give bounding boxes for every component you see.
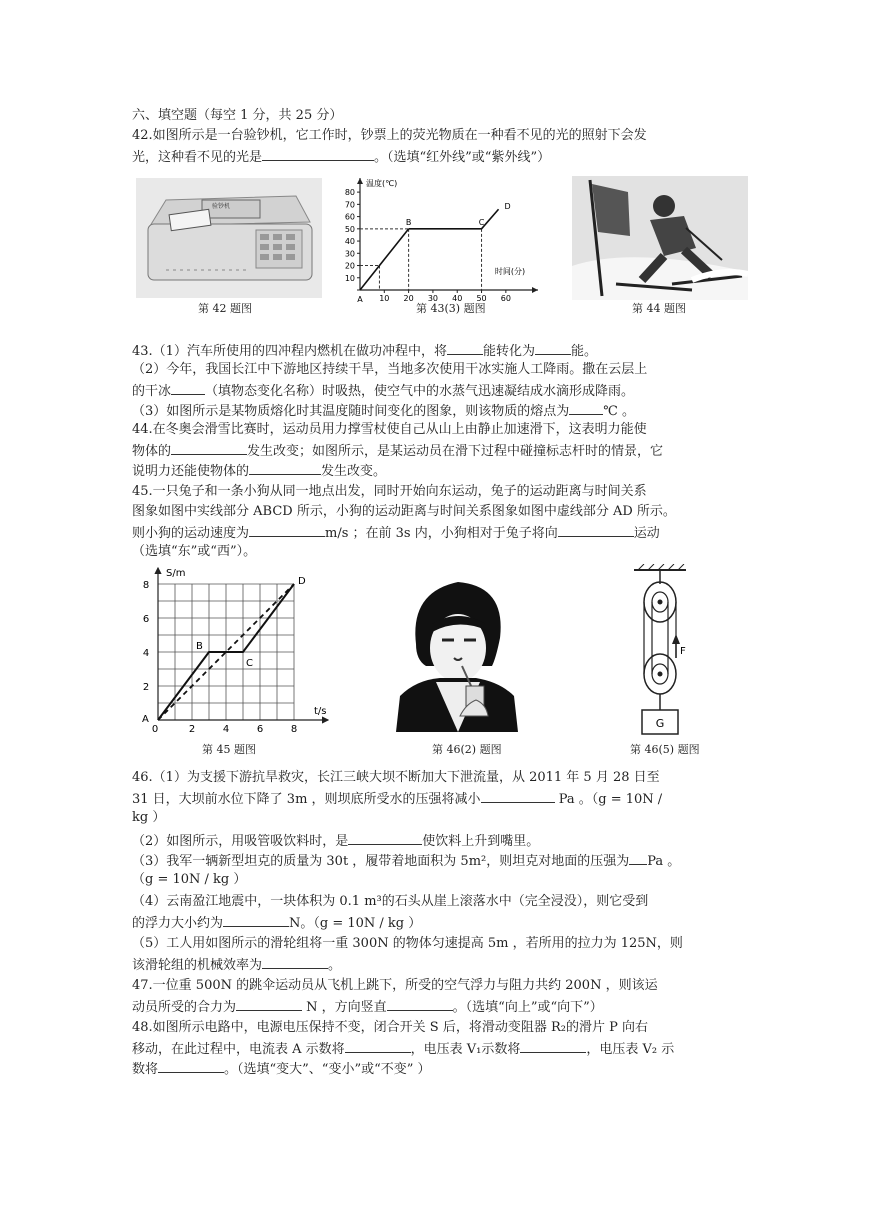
- q48-blank-3[interactable]: [158, 1058, 224, 1073]
- graph45-ytick: 6: [142, 614, 150, 625]
- q48-line1: 48.如图所示电路中，电源电压保持不变，闭合开关 S 后，将滑动变阻器 R₂的滑片 P 向右: [132, 1020, 648, 1035]
- graph45-xtick: 6: [256, 724, 264, 735]
- pulley-force-label: F: [680, 646, 686, 657]
- q43-blank-4[interactable]: [569, 400, 603, 415]
- graph45-xtick: 0: [151, 724, 159, 735]
- q44-line1: 44.在冬奥会滑雪比赛时，运动员用力撑雪杖使自己从山上由静止加速滑下，这表明力能使: [132, 422, 647, 437]
- section-title: 六、填空题（每空 1 分，共 25 分）: [132, 108, 343, 123]
- q43-blank-1[interactable]: [447, 340, 483, 355]
- q46-text-b: Pa 。（g = 10N /: [558, 792, 663, 807]
- q47-blank-1[interactable]: [236, 996, 302, 1011]
- q46-line2: [132, 788, 662, 810]
- graph45-label-d: D: [298, 576, 306, 587]
- q43-line1: [132, 340, 597, 362]
- q44-text-d: 发生改变。: [321, 464, 387, 479]
- q46-line5: [132, 850, 680, 872]
- pulley-weight-label: G: [655, 717, 665, 730]
- chart43-y-tick-label: 30: [344, 249, 355, 259]
- figure-43-melting-chart: [338, 174, 548, 302]
- q44-line2: [132, 440, 663, 462]
- graph45-ytick: 2: [142, 682, 150, 693]
- graph45-label-a: A: [142, 714, 149, 725]
- q45-blank-1[interactable]: [249, 522, 325, 537]
- graph45-xtick: 8: [290, 724, 298, 735]
- q47-line2: [132, 996, 603, 1018]
- chart43-series-segment: [360, 229, 409, 290]
- q44-blank-1[interactable]: [171, 440, 247, 455]
- q43-text-e: （填物态变化名称）时吸热，使空气中的水蒸气迅速凝结成水滴形成降雨。: [205, 384, 635, 399]
- chart43-x-tick-label: 10: [379, 294, 390, 302]
- chart43-point-label: A: [357, 295, 363, 302]
- q47-blank-2[interactable]: [387, 996, 453, 1011]
- q43-line2: （2）今年，我国长江中下游地区持续干旱，当地多次使用干冰实施人工降雨。撒在云层上: [132, 362, 648, 377]
- chart43-x-arrow: [532, 287, 538, 293]
- graph45-label-b: B: [196, 641, 203, 652]
- chart43-y-tick-label: 40: [344, 237, 355, 247]
- q46-blank-1[interactable]: [481, 788, 555, 803]
- q44-text-a: 物体的: [132, 444, 172, 459]
- graph45-xtick: 2: [188, 724, 196, 735]
- caption-44: 第 44 题图: [632, 302, 686, 315]
- q43-blank-3[interactable]: [171, 380, 205, 395]
- q48-text-b: ，电压表 V₁示数将: [410, 1042, 521, 1057]
- q46-text-a: 31 日，大坝前水位下降了 3m ，则坝底所受水的压强将减小: [132, 792, 481, 807]
- figure-42-machine: [136, 178, 322, 298]
- q46-line4: [132, 830, 539, 852]
- q45-text-c: 运动: [633, 526, 660, 541]
- q46-line7: （4）云南盈江地震中，一块体积为 0.1 m³的石头从崖上滚落水中（完全浸没），则它受到: [132, 894, 649, 909]
- chart43-ylabel: 温度(℃): [366, 179, 398, 188]
- q48-text-d: 数将: [132, 1062, 159, 1077]
- chart43-x-tick-label: 30: [427, 294, 439, 302]
- q43-text-c: 能。: [570, 344, 597, 359]
- graph45-ytick: 4: [142, 648, 150, 659]
- q45-blank-2[interactable]: [558, 522, 634, 537]
- q43-text-f: （3）如图所示是某物质熔化时其温度随时间变化的图象，则该物质的熔点为: [132, 404, 570, 419]
- q48-blank-2[interactable]: [520, 1038, 586, 1053]
- q46-line10: [132, 954, 341, 976]
- q46-line6: （g = 10N / kg ）: [132, 872, 247, 887]
- chart43-y-tick-label: 50: [344, 224, 355, 234]
- q46-blank-4[interactable]: [223, 912, 289, 927]
- graph45-ylabel: S/m: [166, 568, 186, 579]
- q46-text-j: 。: [328, 958, 342, 973]
- graph45-ytick: 8: [142, 580, 150, 591]
- q43-line4: [132, 400, 635, 422]
- q47-line1: 47.一位重 500N 的跳伞运动员从飞机上跳下，所受的空气浮力与阻力共约 200N ，则该运: [132, 978, 658, 993]
- q43-blank-2[interactable]: [535, 340, 571, 355]
- caption-46-5: 第 46(5) 题图: [630, 743, 700, 756]
- caption-43: 第 43(3) 题图: [416, 302, 486, 315]
- q46-text-h: N。（g = 10N / kg ）: [289, 916, 422, 931]
- q47-text-b: N ，方向竖直: [306, 1000, 387, 1015]
- q44-text-c: 说明力还能使物体的: [132, 464, 250, 479]
- q48-text-e: 。（选填“变大”、“变小”或“不变” ）: [224, 1062, 431, 1077]
- chart43-point-label: C: [478, 217, 485, 227]
- q46-text-i: 该滑轮组的机械效率为: [132, 958, 263, 973]
- q45-line2: 图象如图中实线部分 ABCD 所示，小狗的运动距离与时间关系图象如图中虚线部分 AD 所示。: [132, 504, 676, 519]
- figure-46-2-boy-straw: [396, 574, 518, 732]
- q46-text-f: Pa 。: [647, 854, 681, 869]
- figure-45-st-graph: [138, 564, 334, 742]
- figure-46-5-pulley: [620, 564, 700, 740]
- q46-blank-3[interactable]: [629, 850, 647, 865]
- q48-line3: [132, 1058, 431, 1080]
- q44-text-b: 发生改变；如图所示，是某运动员在滑下过程中碰撞标志杆时的情景，它: [247, 444, 664, 459]
- caption-45: 第 45 题图: [202, 743, 256, 756]
- q46-line8: [132, 912, 421, 934]
- machine-label: 验钞机: [211, 203, 231, 210]
- q42-text-b: 。（选填“红外线”或“紫外线”）: [374, 150, 551, 165]
- q46-text-g: 的浮力大小约为: [132, 916, 224, 931]
- q46-blank-5[interactable]: [262, 954, 328, 969]
- chart43-x-tick-label: 60: [500, 294, 511, 302]
- q46-text-e: （3）我军一辆新型坦克的质量为 30t ，履带着地面积为 5m²，则坦克对地面的压强为: [132, 854, 630, 869]
- chart43-y-tick-label: 80: [344, 188, 355, 198]
- chart43-y-tick-label: 10: [344, 273, 355, 283]
- caption-42: 第 42 题图: [198, 302, 252, 315]
- q46-text-d: 使饮料上升到嘴里。: [422, 834, 540, 849]
- chart43-x-tick-label: 50: [476, 294, 487, 302]
- q48-blank-1[interactable]: [345, 1038, 411, 1053]
- q47-text-a: 动员所受的合力为: [132, 1000, 237, 1015]
- q42-answer-blank[interactable]: [262, 146, 374, 161]
- q46-line9: （5）工人用如图所示的滑轮组将一重 300N 的物体匀速提高 5m ，若所用的拉力为 125N，则: [132, 936, 683, 951]
- q43-line3: [132, 380, 634, 402]
- q43-text-b: 能转化为: [482, 344, 535, 359]
- q48-line2: [132, 1038, 674, 1060]
- chart43-x-tick-label: 40: [452, 294, 463, 302]
- q46-blank-2[interactable]: [348, 830, 422, 845]
- q48-text-c: ，电压表 V₂ 示: [586, 1042, 675, 1057]
- q43-text-a: 43.（1）汽车所使用的四冲程内燃机在做功冲程中，将: [132, 344, 447, 359]
- chart43-x-tick-label: 20: [403, 294, 414, 302]
- q45-line3: [132, 522, 660, 544]
- q47-text-c: 。（选填“向上”或“向下”）: [452, 1000, 603, 1015]
- chart43-xlabel: 时间(分): [494, 267, 526, 276]
- chart43-y-arrow: [357, 178, 363, 184]
- graph45-label-c: C: [246, 658, 253, 669]
- caption-46-2: 第 46(2) 题图: [432, 743, 502, 756]
- q44-line3: [132, 460, 386, 482]
- q42-line2: [132, 146, 550, 168]
- graph45-xlabel: t/s: [314, 706, 327, 717]
- q43-text-g: ℃ 。: [603, 404, 635, 419]
- chart43-y-tick-label: 70: [344, 200, 355, 210]
- q43-text-d: 的干冰: [132, 384, 172, 399]
- q45-text-b: m/s ；在前 3s 内，小狗相对于兔子将向: [325, 526, 558, 541]
- figure-44-skier: [572, 176, 748, 300]
- q42-line1: 42.如图所示是一台验钞机，它工作时，钞票上的荧光物质在一种看不见的光的照射下会发: [132, 128, 647, 143]
- chart43-y-tick-label: 20: [344, 261, 355, 271]
- chart43-point-label: D: [504, 202, 511, 212]
- chart43-y-tick-label: 60: [344, 212, 355, 222]
- q44-blank-2[interactable]: [249, 460, 321, 475]
- chart43-point-label: B: [405, 217, 412, 227]
- q42-text-a: 光，这种看不见的光是: [132, 150, 263, 165]
- q48-text-a: 移动，在此过程中，电流表 A 示数将: [132, 1042, 345, 1057]
- q46-line1: 46.（1）为支援下游抗旱救灾，长江三峡大坝不断加大下泄流量，从 2011 年 5 月 28 日至: [132, 770, 660, 785]
- q45-line4: （选填“东”或“西”）。: [132, 544, 257, 559]
- q45-line1: 45.一只兔子和一条小狗从同一地点出发，同时开始向东运动，兔子的运动距离与时间关系: [132, 484, 647, 499]
- q46-text-c: （2）如图所示，用吸管吸饮料时，是: [132, 834, 349, 849]
- graph45-xtick: 4: [222, 724, 230, 735]
- q45-text-a: 则小狗的运动速度为: [132, 526, 250, 541]
- q46-line3: kg ）: [132, 810, 166, 825]
